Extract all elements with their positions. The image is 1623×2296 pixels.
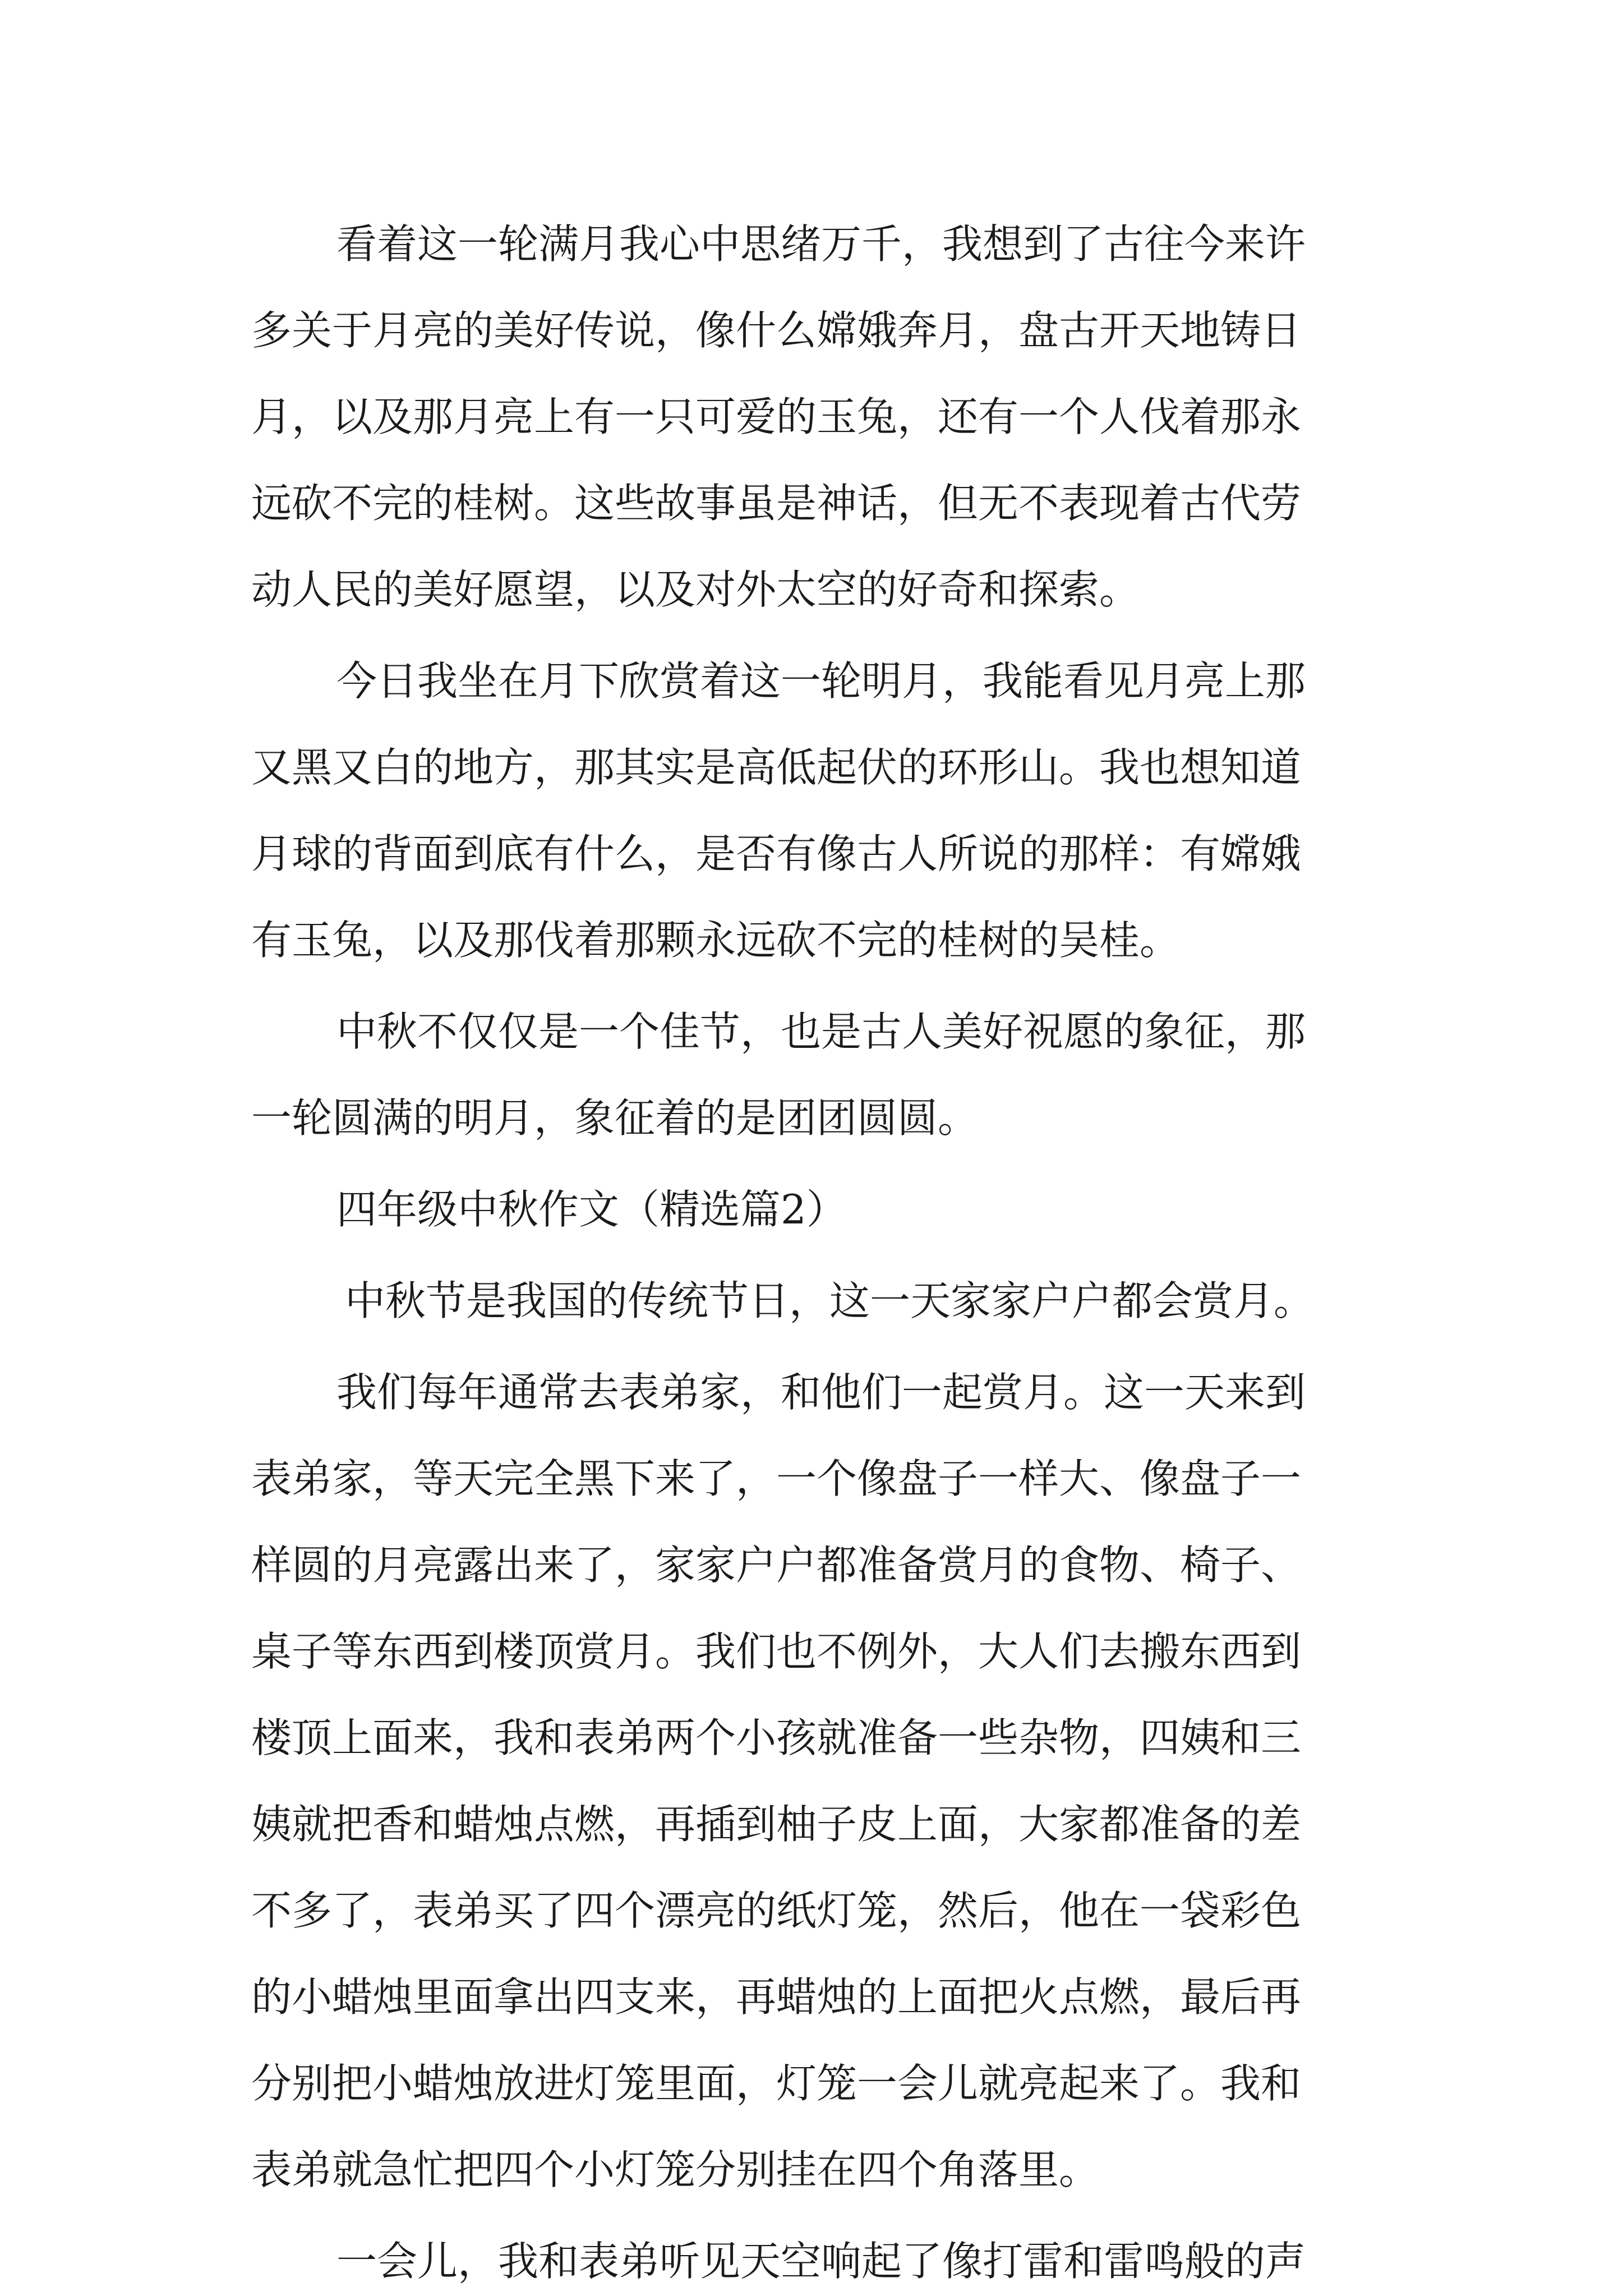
paragraph-line: 样圆的月亮露出来了，家家户户都准备赏月的食物、椅子、 [251,1542,1302,1589]
paragraph-line: 有玉兔，以及那伐着那颗永远砍不完的桂树的吴桂。 [251,917,1181,964]
paragraph-line: 分别把小蜡烛放进灯笼里面，灯笼一会儿就亮起来了。我和 [251,2060,1302,2107]
paragraph-line: 一轮圆满的明月，象征着的是团团圆圆。 [251,1094,979,1142]
paragraph-line: 远砍不完的桂树。这些故事虽是神话，但无不表现着古代劳 [251,480,1302,527]
paragraph-line: 动人民的美好愿望，以及对外太空的好奇和探索。 [251,566,1140,613]
paragraph-line: 的小蜡烛里面拿出四支来，再蜡烛的上面把火点燃，最后再 [251,1973,1302,2021]
paragraph-line: 一会儿，我和表弟听见天空响起了像打雷和雷鸣般的声 [336,2238,1306,2285]
paragraph-line: 看着这一轮满月我心中思绪万千，我想到了古往今来许 [336,220,1306,268]
paragraph-line: 楼顶上面来，我和表弟两个小孩就准备一些杂物，四姨和三 [251,1714,1302,1761]
paragraph-line: 又黑又白的地方，那其实是高低起伏的环形山。我也想知道 [251,744,1302,791]
paragraph-line: 桌子等东西到楼顶赏月。我们也不例外，大人们去搬东西到 [251,1628,1302,1675]
paragraph-line: 表弟家，等天完全黑下来了，一个像盘子一样大、像盘子一 [251,1455,1302,1502]
paragraph-line: 表弟就急忙把四个小灯笼分别挂在四个角落里。 [251,2146,1100,2193]
paragraph-line: 今日我坐在月下欣赏着这一轮明月，我能看见月亮上那 [336,657,1306,705]
paragraph-line: 我们每年通常去表弟家，和他们一起赏月。这一天来到 [336,1369,1306,1416]
paragraph-line: 多关于月亮的美好传说，像什么嫦娥奔月，盘古开天地铸日 [251,307,1302,354]
paragraph-line: 姨就把香和蜡烛点燃，再插到柚子皮上面，大家都准备的差 [251,1801,1302,1848]
paragraph-line: 中秋节是我国的传统节日，这一天家家户户都会赏月。 [345,1277,1315,1324]
paragraph-line: 不多了，表弟买了四个漂亮的纸灯笼，然后，他在一袋彩色 [251,1887,1302,1934]
section-heading: 四年级中秋作文（精选篇2） [336,1186,847,1233]
paragraph-line: 月球的背面到底有什么，是否有像古人所说的那样：有嫦娥 [251,830,1302,877]
paragraph-line: 月，以及那月亮上有一只可爱的玉兔，还有一个人伐着那永 [251,393,1302,440]
paragraph-line: 中秋不仅仅是一个佳节，也是古人美好祝愿的象征，那 [336,1008,1306,1055]
